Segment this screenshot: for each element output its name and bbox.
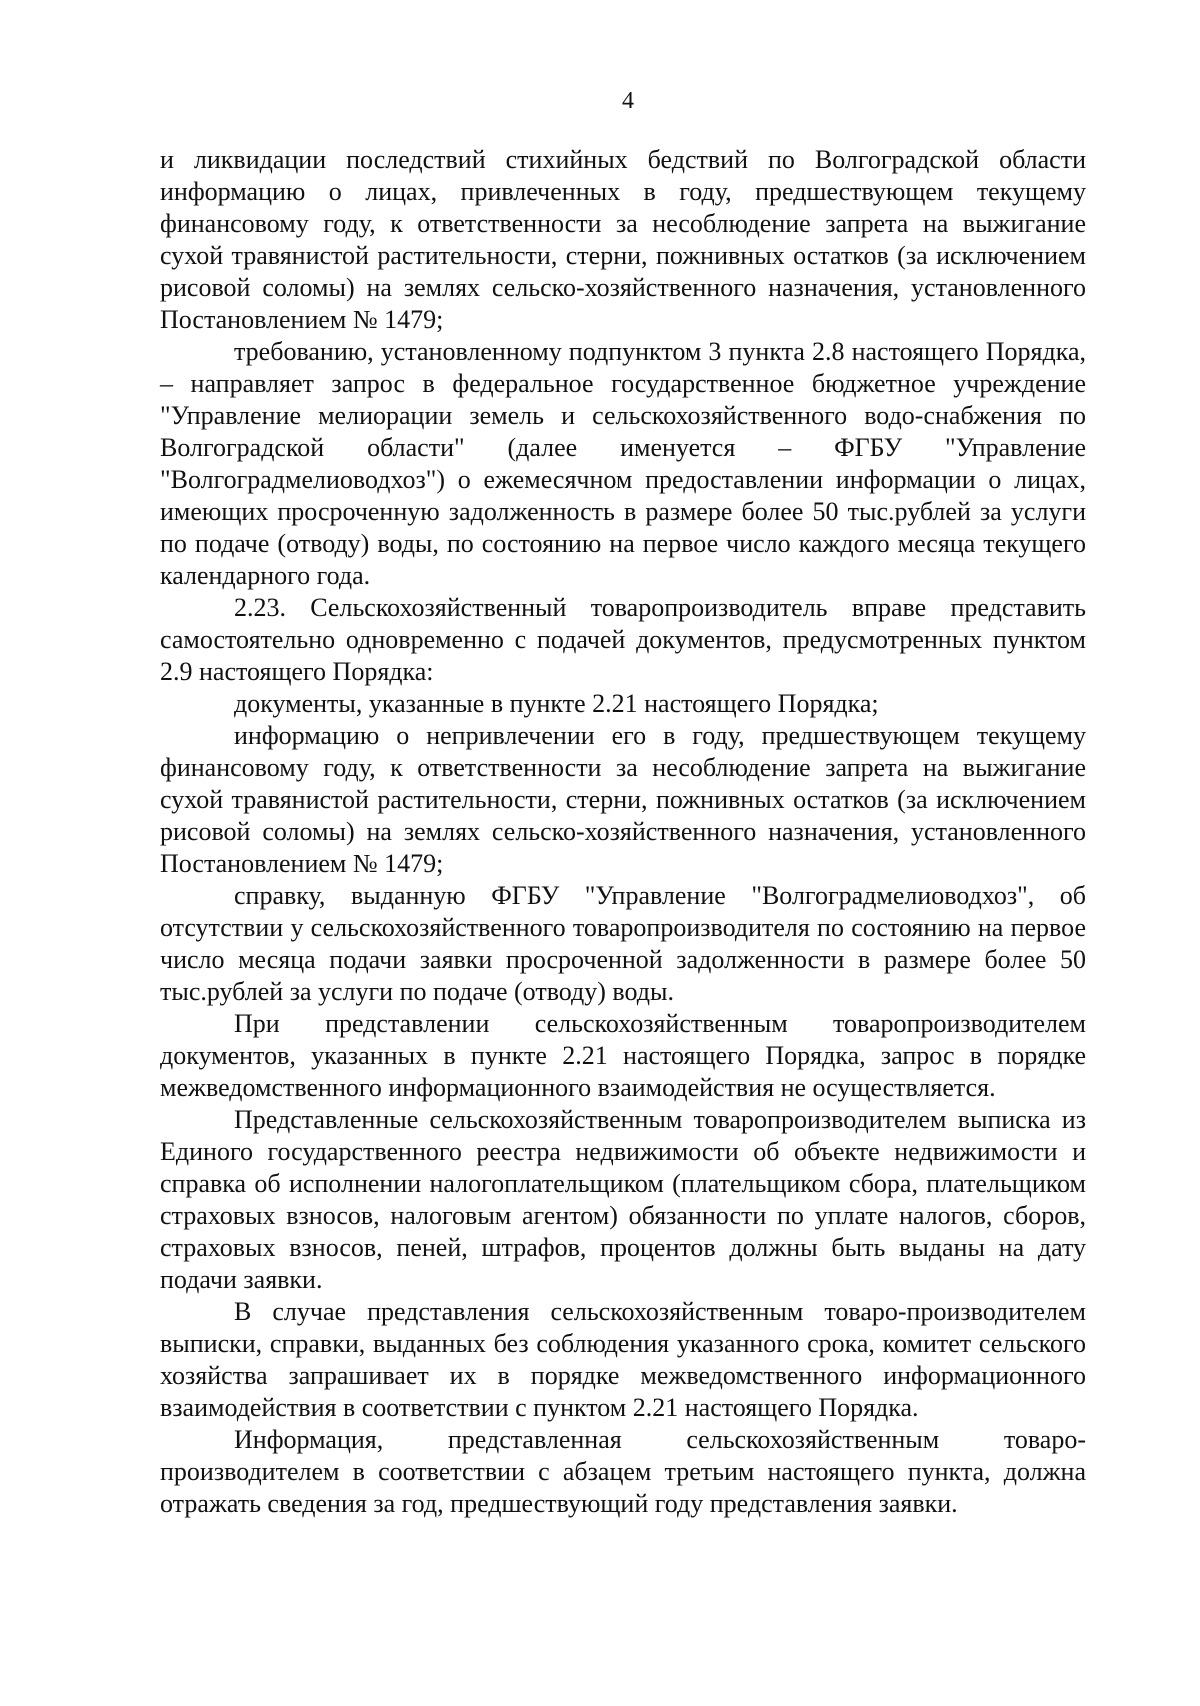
- paragraph-information-period: Информация, представленная сельскохозяйственным товаро-производителем в соответствии с абзацем третьим настоящего пункта, должна отражать сведения за год, предшествующий году представления заявки.: [160, 1425, 1086, 1518]
- paragraph-ffgbu-request: требованию, установленному подпунктом 3 пункта 2.8 настоящего Порядка, – направляет запрос в федеральное государственное бюджетное учреждение "Управление мелиорации земель и сельскохозяйственного водо-снабжения по Волгоградской области" (далее именуется – ФГБУ "Управление "Волгоградмелиоводхоз") о ежемесячном предоставлении информации о лицах, имеющих просроченную задолженность в размере более 50 тыс.рублей за услуги по подаче (отводу) воды, по состоянию на первое число каждого месяца текущего календарного года.: [160, 337, 1086, 590]
- paragraph-2-23: 2.23. Сельскохозяйственный товаропроизводитель вправе представить самостоятельно одновременно с подачей документов, предусмотренных пунктом 2.9 настоящего Порядка:: [160, 593, 1086, 686]
- paragraph-late-documents: В случае представления сельскохозяйственным товаро-производителем выписки, справки, выданных без соблюдения указанного срока, комитет сельского хозяйства запрашивает их в порядке межведомственного информационного взаимодействия в соответствии с пунктом 2.21 настоящего Порядка.: [160, 1297, 1086, 1422]
- paragraph-ffgbu-certificate: справку, выданную ФГБУ "Управление "Волгоградмелиоводхоз", об отсутствии у сельскохозяйственного товаропроизводителя по состоянию на первое число месяца подачи заявки просроченной задолженности в размере более 50 тыс.рублей за услуги по подаче (отводу) воды.: [160, 881, 1086, 1006]
- paragraph-extract-date: Представленные сельскохозяйственным товаропроизводителем выписка из Единого государственного реестра недвижимости об объекте недвижимости и справка об исполнении налогоплательщиком (плательщиком сбора, плательщиком страховых взносов, налоговым агентом) обязанности по уплате налогов, сборов, страховых взносов, пеней, штрафов, процентов должны быть выданы на дату подачи заявки.: [160, 1105, 1086, 1294]
- paragraph-nonliability-info: информацию о непривлечении его в году, предшествующем текущему финансовому году, к ответственности за несоблюдение запрета на выжигание сухой травянистой растительности, стерни, пожнивных остатков (за исключением рисовой соломы) на землях сельско-хозяйственного назначения, установленного Постановлением № 1479;: [160, 721, 1086, 878]
- paragraph-documents: документы, указанные в пункте 2.21 настоящего Порядка;: [234, 689, 879, 718]
- paragraph-no-request: При представлении сельскохозяйственным товаропроизводителем документов, указанных в пункте 2.21 настоящего Порядка, запрос в порядке межведомственного информационного взаимодействия не осуществляется.: [160, 1009, 1086, 1102]
- document-body: [160, 144, 1086, 1520]
- paragraph-continuation: и ликвидации последствий стихийных бедствий по Волгоградской области информацию о лицах, привлеченных в году, предшествующем текущему финансовому году, к ответственности за несоблюдение запрета на выжигание сухой травянистой растительности, стерни, пожнивных остатков (за исключением рисовой соломы) на землях сельско-хозяйственного назначения, установленного Постановлением № 1479;: [160, 145, 1086, 334]
- page-number: 4: [622, 88, 634, 114]
